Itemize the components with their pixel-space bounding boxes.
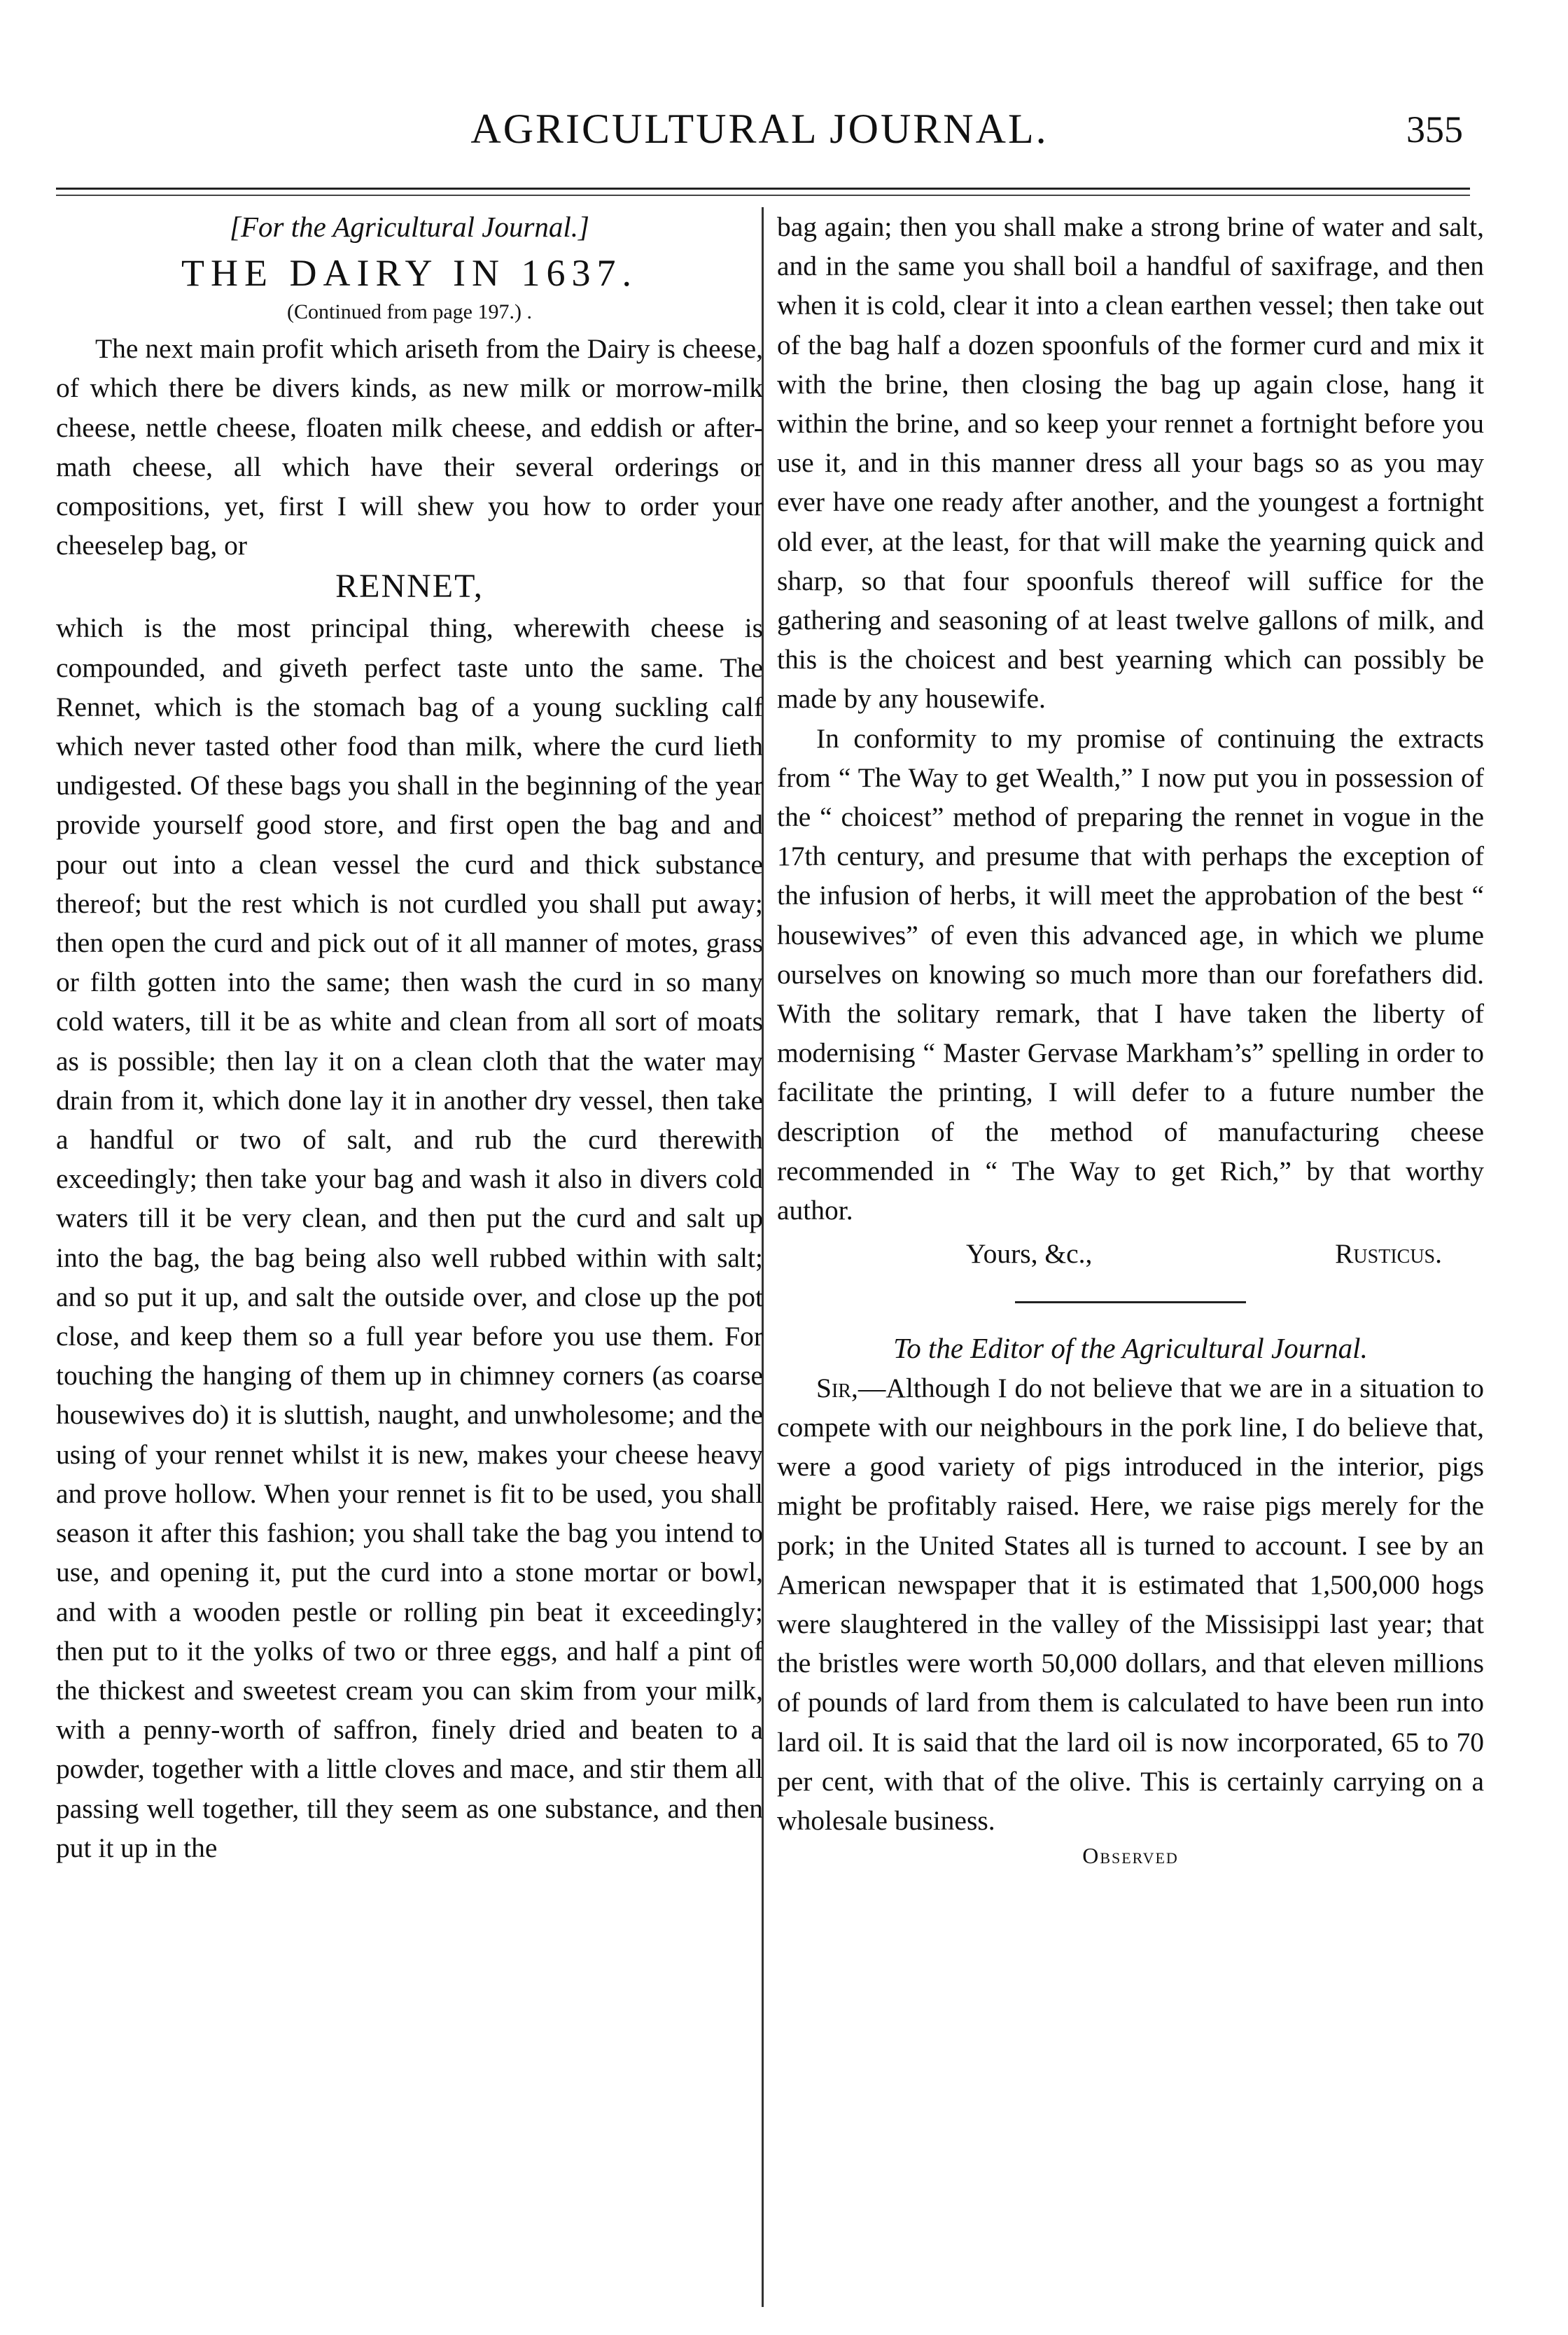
paragraph-continued: bag again; then you shall make a strong brine of water and salt, and in the same you shall boil a handful of saxifrage, and then when it is cold, clear it into a clean earthen vessel; then take out of the bag half a dozen spoonfuls of the former curd and mix it with the brine, then closing the bag up again close, hang it within the brine, and so keep your rennet a fortnight before you use it, and in this manner dress all your bags so as you may ever have one ready after another, and the youngest a fortnight old ever, at the least, for that will make the yearning quick and sharp, so that four spoonfuls thereof will suffice for the gathering and seasoning of at least twelve gallons of milk, and this is the choicest and best yearning which can possibly be made by any housewife. xyxy=(777,211,1484,715)
right-column xyxy=(777,207,1484,1871)
cut-off-word: Observed xyxy=(1082,1843,1179,1869)
paragraph-intro: The next main profit which ariseth from the Dairy is cheese, of which there be divers kinds, as new milk or morrow-milk cheese, nettle cheese, floaten milk cheese, and eddish or after-math cheese, all which have their several orderings or compositions, yet, first I will shew you how to order your cheeselep bag, or xyxy=(56,333,763,561)
continued-note: (Continued from page 197.) . xyxy=(287,300,532,324)
sign-off: Yours, &c., xyxy=(966,1238,1093,1270)
paragraph-conformity: In conformity to my promise of continuing the extracts from “ The Way to get Wealth,” I now put you in possession of the “ choicest” method of preparing the rennet in vogue in the 17th century, and presume that with perhaps the exception of the infusion of herbs, it will meet the approbation of the best “ housewives” of even this advanced age, in which we plume ourselves on knowing so much more than our forefathers did. With the solitary remark, that I have taken the liberty of modernising “ Master Gervase Markham’s” spelling in order to facilitate the printing, I will defer to a future number the description of the method of manufacturing cheese recommended in “ The Way to get Rich,” by that worthy author. xyxy=(777,722,1484,1226)
page-title: AGRICULTURAL JOURNAL. xyxy=(470,106,1049,152)
left-column xyxy=(56,207,763,1867)
paragraph-rennet: which is the most principal thing, wherewith cheese is compounded, and giveth perfect taste unto the same. The Rennet, which is the stomach bag of a young suckling calf which never tasted other food than milk, where the curd lieth undigested. Of these bags you shall in the beginning of the year provide yourself good store, and first open the bag and and pour out into a clean vessel the curd and thick substance thereof; but the rest which is not curdled you shall put away; then open the curd and pick out of it all manner of motes, grass or filth gotten into the same; then wash the curd in so many cold waters, till it be as white and clean from all sort of moats as is possible; then lay it on a clean cloth that the water may drain from it, which done lay it in another dry vessel, then take a handful or two of salt, and rub the curd therewith exceedingly; then take your bag and wash it also in divers cold waters till it be very clean, and then put the curd and salt up into the bag, the bag being also well rubbed within with salt; and so put it up, and salt the outside over, and close up the pot close, and keep them so a full year before you use them. For touching the hanging of them up in chimney corners (as coarse housewives do) it is sluttish, naught, and unwholesome; and the using of your rennet whilst it is new, makes your cheese heavy and prove hollow. When your rennet is fit to be used, you shall season it after this fashion; you shall take the bag you intend to use, and opening it, put the curd into a stone mortar or bowl, and with a wooden pestle or rolling pin beat it exceedingly; then put to it the yolks of two or three eggs, and half a pint of the thickest and sweetest cream you can skim from your milk, with a penny-worth of saffron, finely dried and beaten to a powder, together with a little cloves and mace, and stir them all passing well together, till they seem as one substance, and then put it up in the xyxy=(56,612,763,1863)
source-note: [For the Agricultural Journal.] xyxy=(229,211,590,243)
subheading-rennet: RENNET, xyxy=(335,568,484,605)
signature-line xyxy=(777,1234,1484,1273)
article-title: THE DAIRY IN 1637. xyxy=(181,252,638,295)
section-rule xyxy=(1015,1301,1246,1303)
header-rule-bottom xyxy=(56,195,1470,196)
letter-text: —Although I do not believe that we are in a situation to compete with our neighbours in the pork line, I do believe that, were a good variety of pigs introduced in the interior, pigs might be profitably raised. Here, we raise pigs merely for the pork; in the United States all is turned to account. I see by an American newspaper that it is estimated that 1,500,000 hogs were slaughtered in the valley of the Missisippi last year; that the bristles were worth 50,000 dollars, and that eleven millions of pounds of lard from them is calculated to have been run into lard oil. It is said that the lard oil is now incorporated, 65 to 70 per cent, with that of the olive. This is certainly carrying on a wholesale business. xyxy=(777,1372,1484,1836)
header-rule-top xyxy=(56,188,1470,190)
editor-heading: To the Editor of the Agricultural Journal. xyxy=(893,1332,1368,1365)
letter-paragraph xyxy=(777,1368,1484,1840)
running-header xyxy=(56,105,1463,161)
salutation: Sir, xyxy=(816,1372,858,1403)
page-number: 355 xyxy=(1406,108,1463,150)
signature: Rusticus. xyxy=(1335,1238,1442,1270)
